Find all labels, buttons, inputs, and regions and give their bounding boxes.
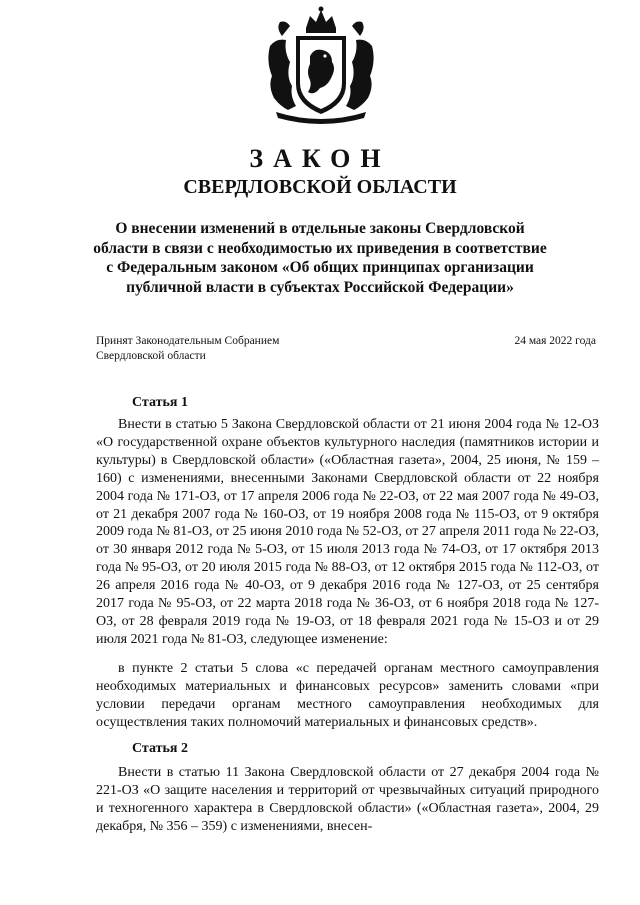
law-title: ЗАКОН	[249, 144, 391, 173]
document-heading: О внесении изменений в отдельные законы Свердловской области в связи с необходимостью их приведения в соответствие с Федеральным законом «Об общих принципах организации публичной власти в субъектах Российской Федерации»	[93, 220, 547, 296]
adoption-line-2: Свердловской области	[96, 350, 206, 362]
article-1-paragraph-2: в пункте 2 статьи 5 слова «с передачей органам местного самоуправления необходимых материальных и финансовых ресурсов» заменить словами «при условии передачи органам местного самоуправления необходимых для осуществления таких полномочий материальных и финансовых средств».	[96, 661, 599, 730]
adoption-line-1: Принят Законодательным Собранием	[96, 335, 280, 347]
article-2-paragraph-1: Внести в статью 11 Закона Свердловской области от 27 декабря 2004 года № 221-ОЗ «О защите населения и территорий от чрезвычайных ситуаций природного и техногенного характера в Свердловской области» («Областная газета», 2004, 29 декабря, № 356 – 359) с изменениями, внесен-	[96, 765, 599, 834]
article-2-heading: Статья 2	[132, 741, 188, 756]
law-subtitle: СВЕРДЛОВСКОЙ ОБЛАСТИ	[183, 176, 457, 198]
article-1-paragraph-1: Внести в статью 5 Закона Свердловской области от 21 июня 2004 года № 12-ОЗ «О государственной охране объектов культурного наследия (памятников истории и культуры) в Свердловской области» («Областная газета», 2004, 25 июня, № 159 – 160) с изменениями, внесенными Законами Свердловской области от 22 ноября 2004 года № 171-ОЗ, от 17 апреля 2006 года № 22-ОЗ, от 22 мая 2007 года № 49-ОЗ, от 21 декабря 2007 года № 160-ОЗ, от 19 ноября 2008 года № 115-ОЗ, от 9 октября 2009 года № 81-ОЗ, от 25 июня 2010 года № 52-ОЗ, от 27 апреля 2011 года № 22-ОЗ, от 30 января 2012 года № 5-ОЗ, от 15 июля 2013 года № 74-ОЗ, от 17 октября 2013 года № 95-ОЗ, от 20 июля 2015 года № 88-ОЗ, от 12 октября 2015 года № 112-ОЗ, от 26 апреля 2016 года № 40-ОЗ, от 9 декабря 2016 года № 127-ОЗ, от 25 сентября 2017 года № 95-ОЗ, от 22 марта 2018 года № 36-ОЗ, от 6 ноября 2018 года № 127-ОЗ, от 28 февраля 2019 года № 19-ОЗ, от 18 февраля 2021 года № 15-ОЗ и от 29 июля 2021 года № 81-ОЗ, следующее изменение:	[96, 417, 599, 647]
adoption-date: 24 мая 2022 года	[514, 335, 596, 347]
adoption-info	[96, 334, 279, 364]
article-1-heading: Статья 1	[132, 395, 188, 410]
coat-of-arms-icon	[262, 6, 380, 128]
